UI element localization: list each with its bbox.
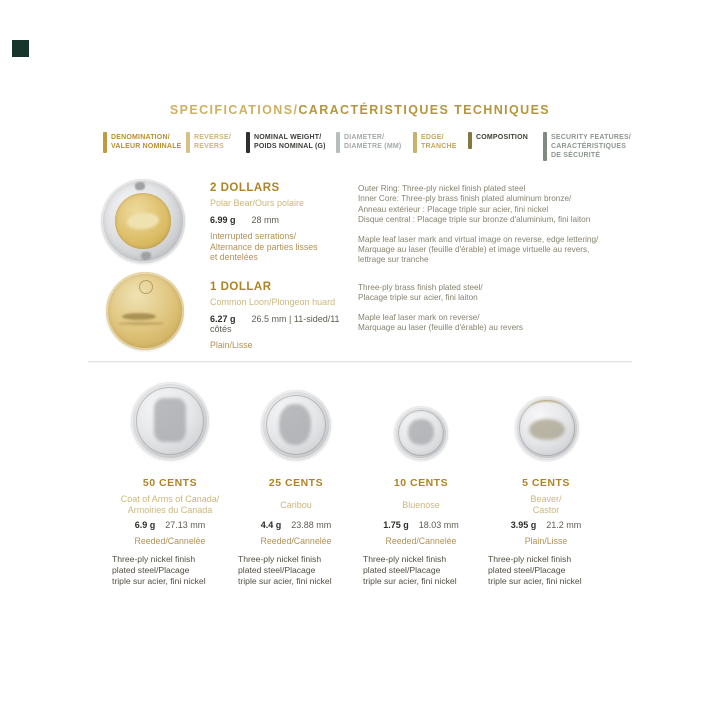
security-features-description: Maple leaf laser mark and virtual image on reverse, edge lettering/ Marquage au laser (feuille d'érable) et image virtuelle au revers, lettrage sur tranche <box>358 234 599 265</box>
coat-of-arms-motif <box>154 398 185 442</box>
security-features-description: Maple leaf laser mark on reverse/ Marquage au laser (feuille d'érable) au revers <box>358 312 523 333</box>
legend-color-bar <box>413 132 417 153</box>
legend-label: DIAMETER/ <box>344 134 385 141</box>
legend-label: EDGE/ <box>421 134 444 141</box>
coin-image-1-dollar <box>106 272 184 350</box>
page-title-english: SPECIFICATIONS/ <box>169 103 299 117</box>
toonie-bottom-emblem <box>141 252 152 260</box>
reverse-design-label: Common Loon/Plongeon huard <box>210 297 336 307</box>
edge-description: Reeded/Cannelée <box>260 536 332 546</box>
legend-label: SECURITY FEATURES/ <box>551 134 631 141</box>
toonie-top-emblem <box>135 182 146 190</box>
weight-diameter <box>231 520 361 530</box>
legend-item-edge <box>413 132 457 153</box>
legend-label: DENOMINATION/ <box>111 134 170 141</box>
spec-column-25-cents <box>231 477 361 587</box>
legend-label: VALEUR NOMINALE <box>111 143 182 150</box>
denomination-label: 25 CENTS <box>268 477 324 489</box>
legend-color-bar <box>186 132 190 153</box>
legend-label: DE SÉCURITÉ <box>551 152 601 159</box>
diameter-value: 27.13 mm <box>165 520 206 530</box>
reverse-design-label: Coat of Arms of Canada/ Armoiries du Canada <box>120 494 220 515</box>
legend-color-bar <box>103 132 107 153</box>
coin-image-2-dollars <box>97 175 188 266</box>
denomination-label: 1 DOLLAR <box>210 281 272 293</box>
legend-item-security-features <box>543 132 631 161</box>
composition-description: Three-ply nickel finish plated steel/Placage triple sur acier, fini nickel <box>363 553 457 586</box>
weight-diameter <box>210 215 360 225</box>
loon-motif <box>122 313 156 320</box>
diameter-value: 28 mm <box>251 215 280 225</box>
spec-block-2-dollars <box>210 182 360 263</box>
edge-description: Reeded/Cannelée <box>385 536 457 546</box>
weight-value: 3.95 g <box>510 520 537 530</box>
caribou-motif <box>279 404 311 445</box>
weight-value: 6.99 g <box>210 215 236 225</box>
diameter-value: 26.5 mm | 11-sided/11 côtés <box>210 314 340 334</box>
weight-diameter <box>356 520 486 530</box>
weight-diameter <box>481 520 611 530</box>
legend-label: COMPOSITION <box>476 134 528 141</box>
section-divider <box>88 361 632 362</box>
legend-item-diameter <box>336 132 401 153</box>
water-line-motif <box>118 322 165 325</box>
coin-image-5-cents <box>515 396 579 460</box>
weight-value: 6.27 g <box>210 314 236 324</box>
spec-column-50-cents <box>105 477 235 587</box>
reverse-design-label: Caribou <box>280 499 312 510</box>
legend-item-nominal-weight <box>246 132 326 153</box>
legend-color-bar <box>246 132 250 153</box>
legend-item-composition <box>468 132 528 149</box>
composition-description: Three-ply nickel finish plated steel/Placage triple sur acier, fini nickel <box>238 553 332 586</box>
decorative-corner-square <box>12 40 29 57</box>
spec-column-10-cents <box>356 477 486 587</box>
loonie-top-emblem <box>139 280 153 294</box>
diameter-value: 23.88 mm <box>291 520 332 530</box>
coin-image-50-cents <box>131 382 209 460</box>
denomination-label: 50 CENTS <box>142 477 198 489</box>
composition-description: Three-ply nickel finish plated steel/Placage triple sur acier, fini nickel <box>488 553 582 586</box>
bluenose-motif <box>408 419 434 445</box>
legend-label: TRANCHE <box>421 143 457 150</box>
edge-description: Reeded/Cannelée <box>134 536 206 546</box>
weight-diameter <box>105 520 235 530</box>
weight-value: 6.9 g <box>134 520 156 530</box>
weight-diameter <box>210 314 360 334</box>
edge-description: Interrupted serrations/ Alternance de parties lisses et dentelées <box>210 231 318 262</box>
spec-block-1-dollar <box>210 281 360 351</box>
diameter-value: 18.03 mm <box>418 520 459 530</box>
weight-value: 4.4 g <box>260 520 282 530</box>
legend-label: REVERS <box>194 143 224 150</box>
page-title-french: CARACTÉRISTIQUES TECHNIQUES <box>298 103 551 117</box>
legend-color-bar <box>468 132 472 149</box>
composition-description: Three-ply brass finish plated steel/ Placage triple sur acier, fini laiton <box>358 283 483 303</box>
denomination-label: 5 CENTS <box>522 477 570 489</box>
reverse-design-label: Bluenose <box>402 499 440 510</box>
diameter-value: 21.2 mm <box>546 520 582 530</box>
page-title <box>0 103 720 117</box>
coin-image-25-cents <box>261 390 331 460</box>
legend-label: NOMINAL WEIGHT/ <box>254 134 322 141</box>
legend-color-bar <box>543 132 547 161</box>
weight-value: 1.75 g <box>383 520 409 530</box>
composition-security-1-dollar <box>358 283 626 334</box>
legend-color-bar <box>336 132 340 153</box>
legend-label: CARACTÉRISTIQUES <box>551 143 627 150</box>
legend-item-denomination <box>103 132 182 153</box>
beaver-motif <box>529 419 565 439</box>
composition-description: Three-ply nickel finish plated steel/Placage triple sur acier, fini nickel <box>112 553 206 586</box>
reverse-design-label: Polar Bear/Ours polaire <box>210 198 305 208</box>
denomination-label: 10 CENTS <box>393 477 449 489</box>
legend-label: POIDS NOMINAL (G) <box>254 143 326 150</box>
coin-image-10-cents <box>394 406 448 460</box>
edge-description: Plain/Lisse <box>524 536 568 546</box>
gold-lettering-arc <box>530 400 563 416</box>
denomination-label: 2 DOLLARS <box>210 182 280 194</box>
legend-label: DIAMÈTRE (MM) <box>344 143 402 150</box>
composition-description: Outer Ring: Three-ply nickel finish plated steel Inner Core: Three-ply brass finish plated aluminum bronze/ Anneau extérieur : Placage triple sur acier, fini nickel Disque central : Placage triple sur bronze d'aluminium, fini laiton <box>358 184 591 225</box>
edge-description: Plain/Lisse <box>210 340 253 350</box>
legend-label: REVERSE/ <box>194 134 231 141</box>
composition-security-2-dollars <box>358 184 626 266</box>
reverse-design-label: Beaver/ Castor <box>530 494 562 515</box>
legend-item-reverse <box>186 132 231 153</box>
spec-column-5-cents <box>481 477 611 587</box>
